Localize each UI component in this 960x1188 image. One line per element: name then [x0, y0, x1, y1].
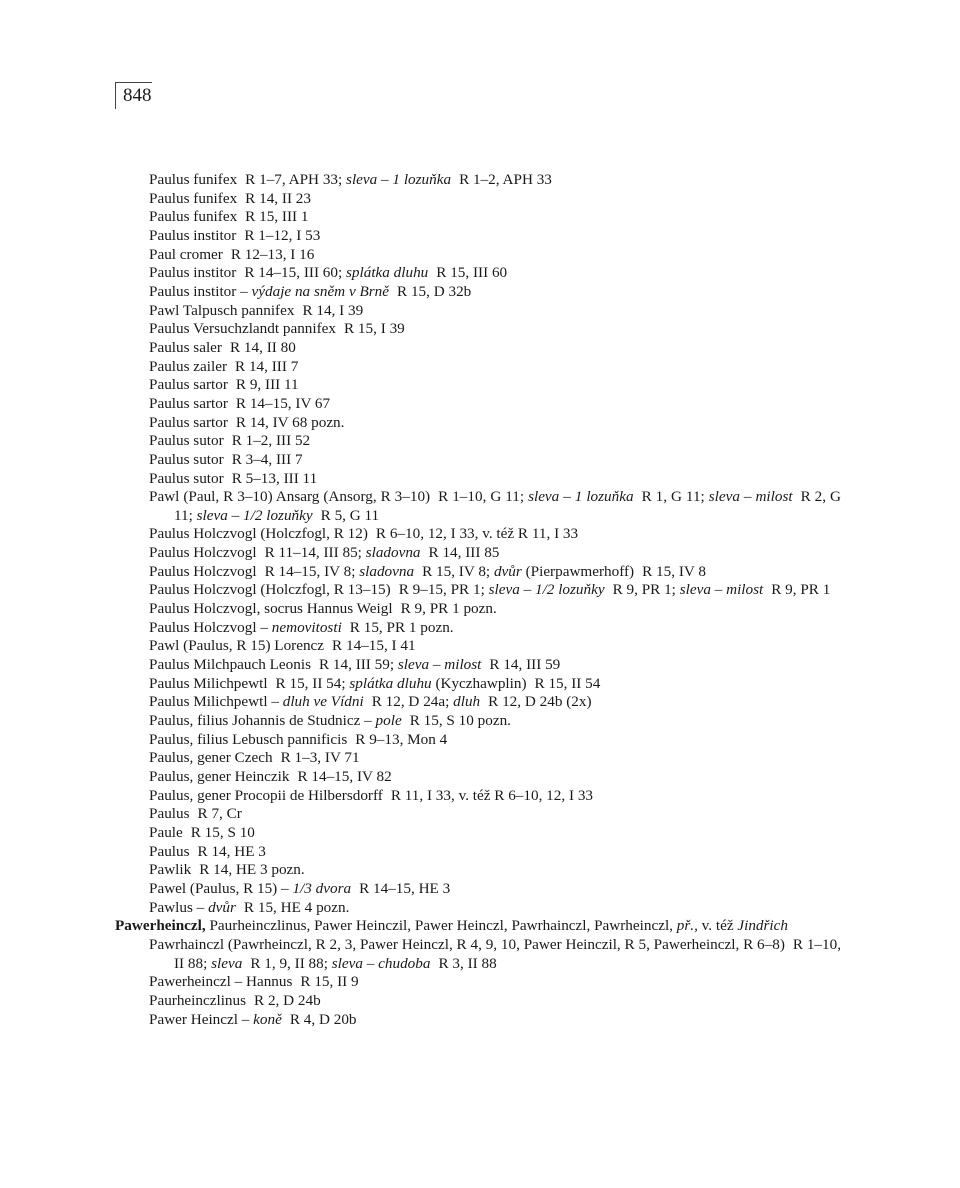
index-entry: Paulus, gener Heinczik R 14–15, IV 82 [149, 768, 392, 785]
headword: Pawerheinczl, [115, 917, 206, 935]
index-entry: Pawl (Paulus, R 15) Lorencz R 14–15, I 41 [149, 637, 416, 655]
index-entry: Paulus funifex R 1–7, APH 33; sleva – 1 lozuňka R 1–2, APH 33 [149, 171, 552, 188]
index-entry: Pawel (Paulus, R 15) – 1/3 dvora R 14–15, HE 3 [149, 879, 451, 897]
index-entry: Paulus institor – výdaje na sněm v Brně R 15, D 32b [149, 282, 472, 300]
index-entry: Paulus Holczvogl (Holczfogl, R 13–15) R 9–15, PR 1; sleva – 1/2 lozuňky R 9, PR 1; sleva – milost R 9, PR 1 [149, 581, 831, 599]
index-entry: Pawlik R 14, HE 3 pozn. [149, 861, 305, 879]
index-list [115, 171, 841, 1029]
index-entry: Pawrhainczl (Pawrheinczl, R 2, 3, Pawer Heinczl, R 4, 9, 10, Pawer Heinczil, R 5, Pawerheinczl, R 6–8) R 1–10, II 88; sleva R 1, 9, II 88; sleva – chudoba R 3, II 88 [149, 935, 841, 972]
index-entry: Paulus zailer R 14, III 7 [149, 357, 299, 375]
index-entry: Pawl (Paul, R 3–10) Ansarg (Ansorg, R 3–10) R 1–10, G 11; sleva – 1 lozuňka R 1, G 11; sleva – milost R 2, G 11; sleva – 1/2 lozuňky R 5, G 11 [149, 488, 841, 524]
index-entry: Paulus Holczvogl R 14–15, IV 8; sladovna R 15, IV 8; dvůr (Pierpawmerhoff) R 15, IV 8 [149, 562, 706, 580]
index-entry: Paulus Holczvogl, socrus Hannus Weigl R 9, PR 1 pozn. [149, 600, 497, 618]
index-entry: Paulus institor R 14–15, III 60; splátka dluhu R 15, III 60 [149, 264, 508, 282]
index-entry: Paulus Milichpewtl R 15, II 54; splátka dluhu (Kyczhawplin) R 15, II 54 [149, 674, 601, 692]
index-entry: Paulus sutor R 3–4, III 7 [149, 450, 303, 468]
index-entry: Paule R 15, S 10 [149, 823, 255, 841]
index-entry: Paulus, gener Procopii de Hilbersdorff R 11, I 33, v. též R 6–10, 12, I 33 [149, 786, 594, 804]
index-entry: Paulus, gener Czech R 1–3, IV 71 [149, 749, 360, 767]
index-entry: Paulus sutor R 5–13, III 11 [149, 469, 318, 487]
index-headword-entry: Pawerheinczl, Paurheinczlinus, Pawer Heinczil, Pawer Heinczl, Pawrhainczl, Pawrheinczl, př., v. též Jindřich [115, 917, 788, 935]
index-entry: Paulus sartor R 14–15, IV 67 [149, 394, 331, 412]
index-entry: Paulus Holczvogl (Holczfogl, R 12) R 6–10, 12, I 33, v. též R 11, I 33 [149, 525, 579, 543]
index-entry: Pawerheinczl – Hannus R 15, II 9 [149, 973, 359, 991]
index-entry: Paul cromer R 12–13, I 16 [149, 245, 315, 263]
index-entry: Paulus sartor R 14, IV 68 pozn. [149, 413, 345, 431]
index-entry: Paulus, filius Lebusch pannificis R 9–13, Mon 4 [149, 730, 448, 748]
index-entry: Paulus Versuchzlandt pannifex R 15, I 39 [149, 320, 405, 338]
index-entry: Paurheinczlinus R 2, D 24b [149, 991, 321, 1009]
index-entry: Paulus institor R 1–12, I 53 [149, 226, 321, 244]
index-entry: Paulus Holczvogl – nemovitosti R 15, PR 1 pozn. [149, 618, 454, 636]
index-entry: Paulus Milchpauch Leonis R 14, III 59; sleva – milost R 14, III 59 [149, 656, 561, 674]
index-entry: Paulus R 14, HE 3 [149, 842, 266, 860]
index-entry: Paulus sartor R 9, III 11 [149, 376, 299, 394]
page-number: 848 [115, 82, 152, 109]
index-entry: Paulus funifex R 14, II 23 [149, 189, 311, 207]
index-entry: Paulus Milichpewtl – dluh ve Vídni R 12, D 24a; dluh R 12, D 24b (2x) [149, 693, 592, 711]
index-entry: Paulus saler R 14, II 80 [149, 338, 296, 356]
index-entry: Paulus, filius Johannis de Studnicz – pole R 15, S 10 pozn. [149, 712, 511, 730]
index-entry: Paulus sutor R 1–2, III 52 [149, 432, 311, 450]
index-entry: Pawer Heinczl – koně R 4, D 20b [149, 1010, 357, 1028]
index-entry: Paulus Holczvogl R 11–14, III 85; sladovna R 14, III 85 [149, 544, 500, 562]
index-entry: Paulus R 7, Cr [149, 805, 242, 823]
index-entry: Paulus funifex R 15, III 1 [149, 208, 309, 226]
index-entry: Pawlus – dvůr R 15, HE 4 pozn. [149, 898, 350, 916]
index-entry: Pawl Talpusch pannifex R 14, I 39 [149, 301, 364, 319]
